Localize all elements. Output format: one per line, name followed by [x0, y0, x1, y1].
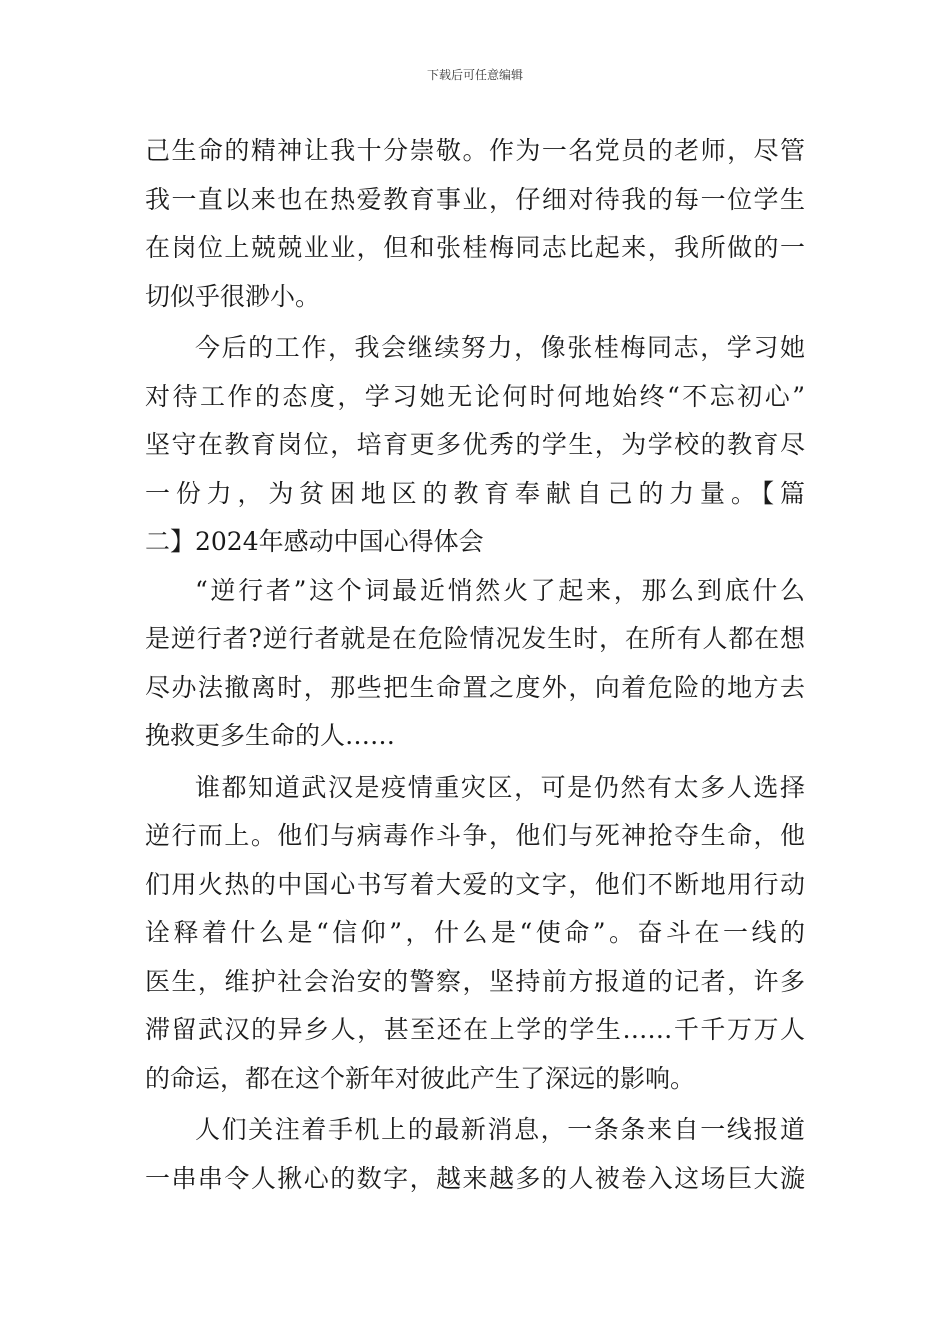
text-line: 坚守在教育岗位，培育更多优秀的学生，为学校的教育尽	[145, 430, 805, 459]
text-line: 医生，维护社会治安的警察，坚持前方报道的记者，许多	[145, 966, 805, 996]
text-line: 我一直以来也在热爱教育事业，仔细对待我的每一位学生	[145, 184, 805, 214]
text-line: 今后的工作，我会继续努力，像张桂梅同志，学习她	[195, 333, 805, 362]
paragraph	[145, 127, 805, 321]
text-line: 是逆行者?逆行者就是在危险情况发生时，在所有人都在想	[145, 624, 805, 653]
text-line: 挽救更多生命的人……	[145, 721, 396, 750]
text-line: 一串串令人揪心的数字，越来越多的人被卷入这场巨大漩	[145, 1163, 805, 1193]
text-line: “逆行者”这个词最近悄然火了起来，那么到底什么	[195, 575, 805, 605]
text-line: 的命运，都在这个新年对彼此产生了深远的影响。	[145, 1063, 696, 1093]
text-line: 对待工作的态度，学习她无论何时何地始终“不忘初心”	[145, 381, 805, 411]
text-line: 己生命的精神让我十分崇敬。作为一名党员的老师，尽管	[145, 136, 805, 165]
text-line: 尽办法撤离时，那些把生命置之度外，向着危险的地方去	[145, 672, 805, 702]
text-line: 二】2024年感动中国心得体会	[145, 527, 484, 556]
page-header-note: 下载后可任意编辑	[426, 68, 523, 82]
text-line: 切似乎很渺小。	[145, 281, 321, 311]
text-line: 诠释着什么是“信仰”，什么是“使命”。奋斗在一线的	[145, 918, 805, 947]
paragraph	[145, 1106, 805, 1203]
text-line: 谁都知道武汉是疫情重灾区，可是仍然有太多人选择	[195, 772, 805, 802]
text-line: 人们关注着手机上的最新消息，一条条来自一线报道	[195, 1115, 805, 1144]
document-body	[145, 127, 805, 1203]
text-line: 们用火热的中国心书写着大爱的文字，他们不断地用行动	[145, 869, 805, 899]
text-line: 一份力，为贫困地区的教育奉献自己的力量。【篇	[145, 478, 805, 508]
paragraph	[145, 324, 805, 567]
text-line: 在岗位上兢兢业业，但和张桂梅同志比起来，我所做的一	[145, 233, 805, 262]
text-line: 滞留武汉的异乡人，甚至还在上学的学生……千千万万人	[145, 1015, 805, 1044]
paragraph	[145, 764, 805, 1104]
text-line: 逆行而上。他们与病毒作斗争，他们与死神抢夺生命，他	[145, 821, 805, 850]
paragraph	[145, 567, 805, 761]
